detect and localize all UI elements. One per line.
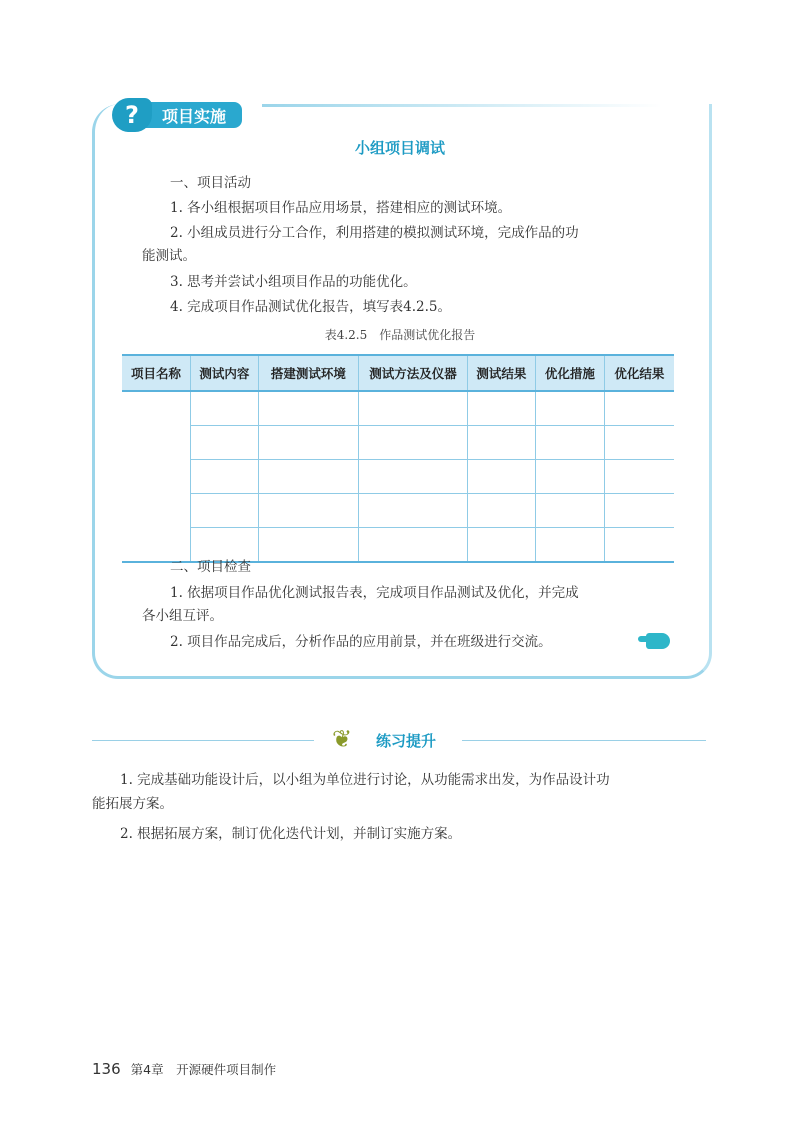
table-cell (467, 391, 535, 426)
table-cell (358, 528, 467, 563)
check-line: 各小组互评。 (142, 608, 223, 624)
table-cell (191, 494, 259, 528)
divider (462, 740, 706, 741)
table-cell (604, 494, 674, 528)
check-line: 2. 项目作品完成后，分析作品的应用前景，并在班级进行交流。 (170, 634, 552, 650)
table-cell (604, 426, 674, 460)
table-cell (258, 494, 358, 528)
table-cell (122, 460, 191, 494)
table-caption: 表4.2.5 作品测试优化报告 (324, 328, 476, 342)
practice-line: 2. 根据拓展方案，制订优化迭代计划，并制订实施方案。 (120, 826, 462, 842)
activity-line: 1. 各小组根据项目作品应用场景，搭建相应的测试环境。 (170, 200, 512, 216)
column-header: 项目名称 (122, 355, 191, 391)
table-cell (358, 391, 467, 426)
table-cell (358, 426, 467, 460)
table-cell (258, 426, 358, 460)
table-cell (258, 391, 358, 426)
frame-top-line (262, 104, 662, 107)
table-cell (358, 460, 467, 494)
page-number: 136 (92, 1060, 121, 1078)
column-header: 优化措施 (535, 355, 604, 391)
section-badge (112, 98, 262, 132)
table-cell (535, 391, 604, 426)
table-header-row (122, 355, 674, 391)
divider (92, 740, 314, 741)
table-cell (535, 460, 604, 494)
table-cell (535, 494, 604, 528)
table-cell (535, 528, 604, 563)
table-cell (122, 426, 191, 460)
question-icon: ? (112, 98, 152, 132)
pointing-hand-icon (646, 633, 670, 649)
table-row (122, 426, 674, 460)
column-header: 测试方法及仪器 (358, 355, 467, 391)
activity-line: 2. 小组成员进行分工合作，利用搭建的模拟测试环境，完成作品的功 (170, 225, 579, 241)
table-cell (191, 426, 259, 460)
column-header: 优化结果 (604, 355, 674, 391)
check-heading: 二、项目检查 (170, 559, 251, 575)
table-cell (467, 494, 535, 528)
chapter-title: 第4章 开源硬件项目制作 (130, 1062, 277, 1077)
section-title: 小组项目调试 (354, 139, 445, 157)
activities-heading: 一、项目活动 (170, 175, 251, 191)
table-row (122, 494, 674, 528)
table-cell (467, 426, 535, 460)
column-header: 搭建测试环境 (258, 355, 358, 391)
activity-line: 3. 思考并尝试小组项目作品的功能优化。 (170, 274, 417, 290)
table-cell (604, 528, 674, 563)
sprout-icon: ❦ (331, 725, 353, 753)
table-row (122, 391, 674, 426)
table-cell (258, 528, 358, 563)
practice-line: 1. 完成基础功能设计后，以小组为单位进行讨论，从功能需求出发，为作品设计功 (120, 772, 610, 788)
report-table (122, 354, 674, 563)
page-footer (92, 1060, 276, 1078)
badge-label: 项目实施 (144, 102, 242, 128)
activity-line: 4. 完成项目作品测试优化报告，填写表4.2.5。 (170, 299, 452, 315)
table-cell (604, 460, 674, 494)
table-cell (604, 391, 674, 426)
table-cell (191, 460, 259, 494)
column-header: 测试结果 (467, 355, 535, 391)
practice-line: 能拓展方案。 (92, 796, 173, 812)
column-header: 测试内容 (191, 355, 259, 391)
activity-line: 能测试。 (142, 248, 196, 264)
table-cell (467, 460, 535, 494)
check-line: 1. 依据项目作品优化测试报告表，完成项目作品测试及优化，并完成 (170, 585, 579, 601)
table-cell (467, 528, 535, 563)
table-cell (191, 391, 259, 426)
table-cell (122, 494, 191, 528)
table-cell (535, 426, 604, 460)
table-cell (122, 391, 191, 426)
table-cell (258, 460, 358, 494)
practice-title: 练习提升 (376, 732, 437, 750)
table-cell (358, 494, 467, 528)
table-row (122, 460, 674, 494)
